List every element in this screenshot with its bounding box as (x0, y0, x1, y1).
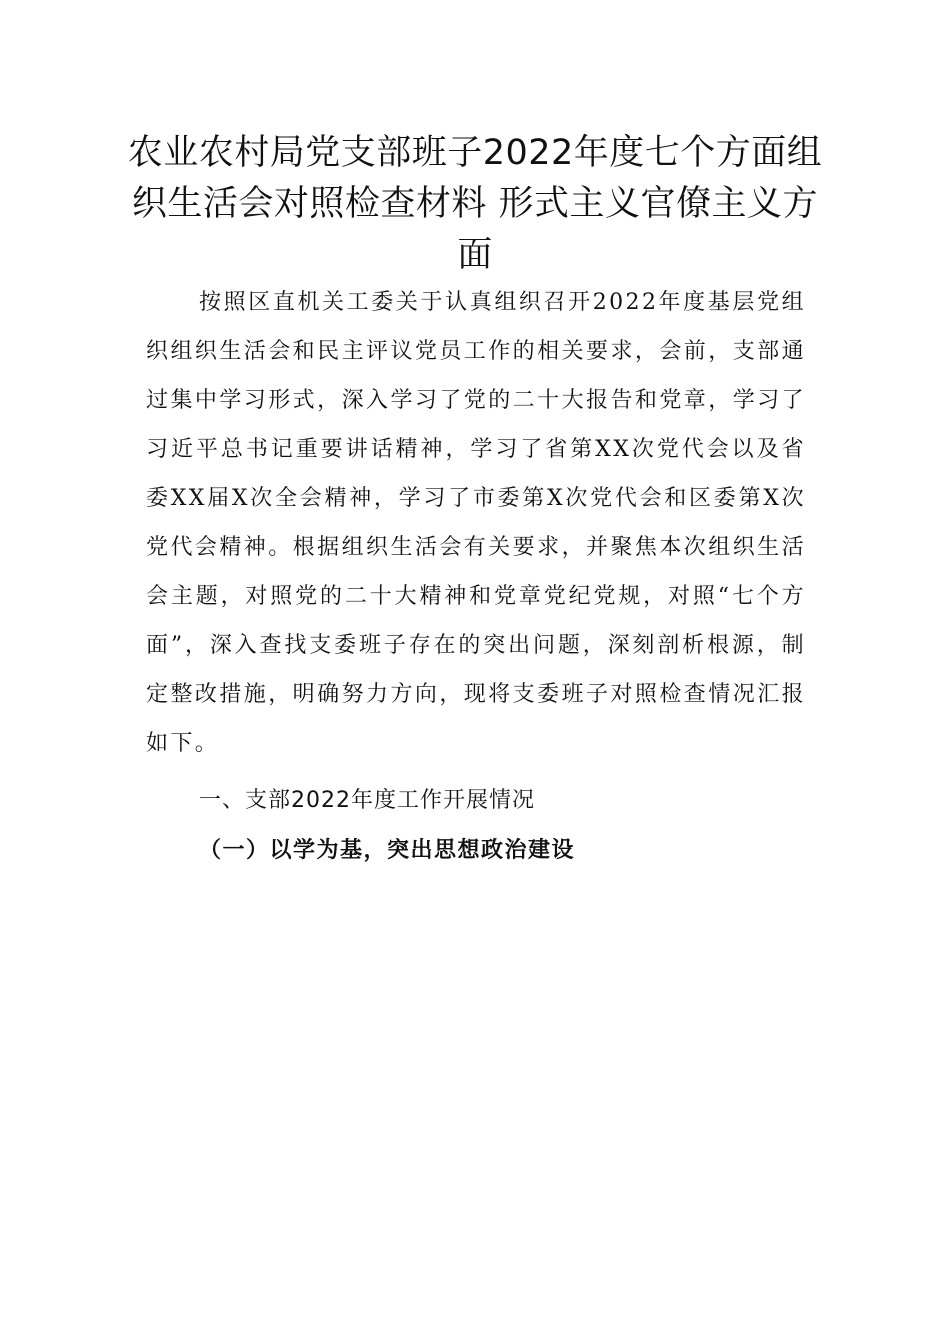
intro-paragraph: 按照区直机关工委关于认真组织召开2022年度基层党组织组织生活会和民主评议党员工作的相关要求，会前，支部通过集中学习形式，深入学习了党的二十大报告和党章，学习了习近平总书记重要讲话精神，学习了省第XX次党代会以及省委XX届X次全会精神，学习了市委第X次党代会和区委第X次党代会精神。根据组织生活会有关要求，并聚焦本次组织生活会主题，对照党的二十大精神和党章党纪党规，对照“七个方面”，深入查找支委班子存在的突出问题，深刻剖析根源，制定整改措施，明确努力方向，现将支委班子对照检查情况汇报如下。 (146, 290, 806, 756)
document-title: 农业农村局党支部班子2022年度七个方面组织生活会对照检查材料 形式主义官僚主义方面 (127, 133, 823, 275)
subsection-heading: （一）以学为基，突出思想政治建设 (199, 837, 576, 863)
section-heading: 一、支部2022年度工作开展情况 (199, 788, 535, 813)
